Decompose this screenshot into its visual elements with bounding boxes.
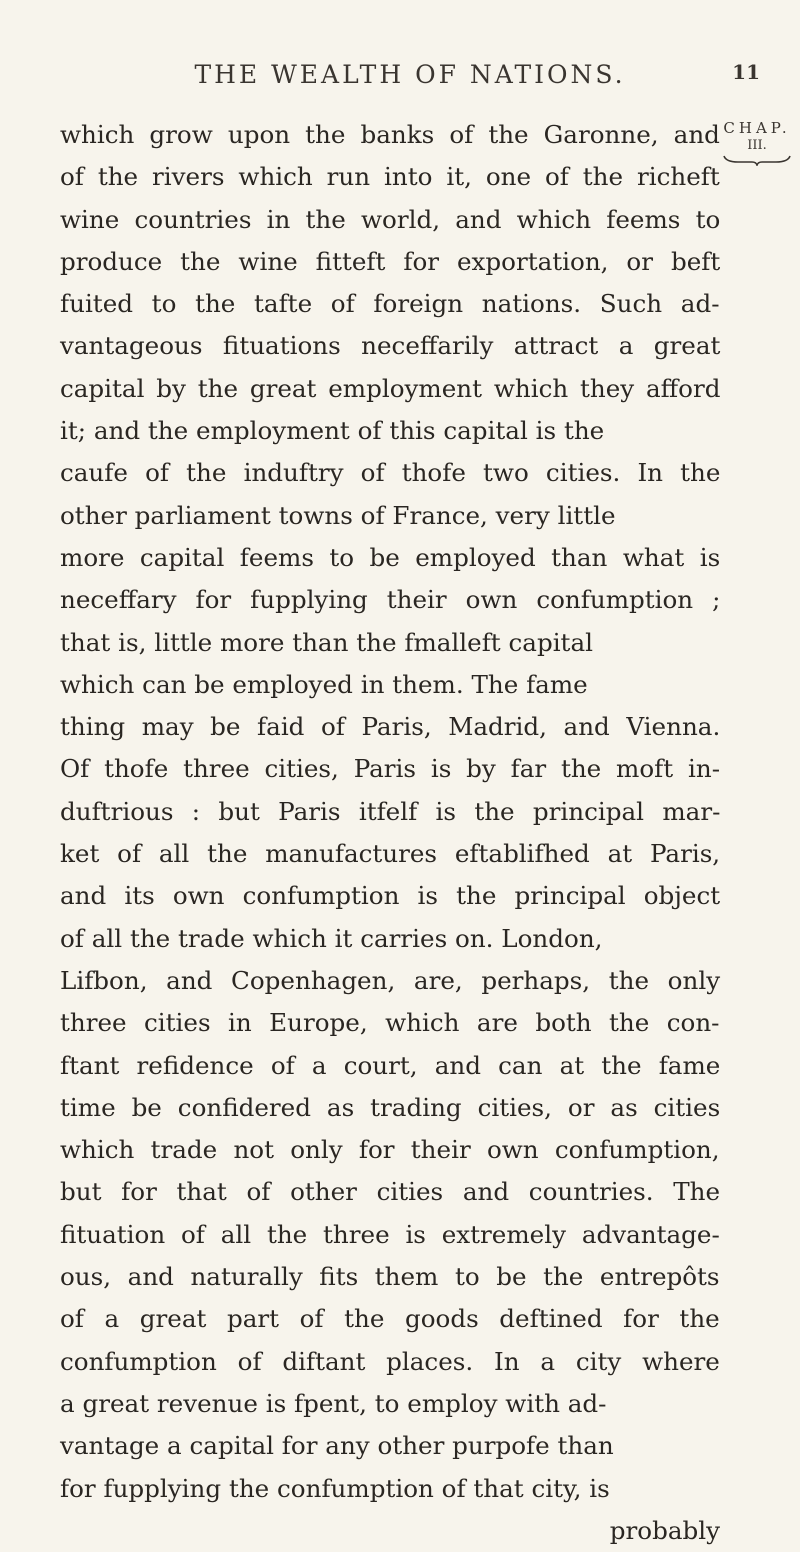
- text-line: vantageous fituations neceffarily attract a great: [60, 331, 721, 361]
- text-line: ous, and naturally fits them to be the entrepôts: [60, 1262, 720, 1292]
- text-line: caufe of the induftry of thofe two cities. In the: [60, 458, 721, 488]
- text-line: of a great part of the goods deftined for the: [60, 1304, 720, 1334]
- text-line: duftrious : but Paris itfelf is the principal mar-: [60, 796, 721, 826]
- text-line: produce the wine fitteft for exportation, or beft: [60, 246, 721, 276]
- page-number: 11: [732, 60, 760, 84]
- chapter-label: CHAP.: [723, 119, 791, 137]
- text-line: neceffary for fupplying their own confumption ;: [60, 585, 721, 615]
- text-line: vantage a capital for any other purpofe than: [60, 1431, 614, 1461]
- text-line: confumption of diftant places. In a city where: [60, 1346, 720, 1376]
- text-line: other parliament towns of France, very little: [60, 500, 616, 530]
- text-line: of the rivers which run into it, one of the richeft: [60, 162, 720, 192]
- body-text: [60, 114, 720, 1552]
- chapter-brace-icon: [722, 154, 792, 166]
- text-line: which can be employed in them. The fame: [60, 669, 588, 699]
- text-line: of all the trade which it carries on. London,: [60, 923, 603, 953]
- text-line: which grow upon the banks of the Garonne, and: [60, 120, 720, 149]
- text-line: more capital feems to be employed than what is: [60, 542, 721, 572]
- text-line: Of thofe three cities, Paris is by far the moft in-: [60, 754, 720, 784]
- chapter-margin-note: [718, 118, 796, 166]
- text-line: time be confidered as trading cities, or as cities: [60, 1092, 721, 1122]
- text-line: thing may be faid of Paris, Madrid, and Vienna.: [60, 712, 721, 742]
- text-line: Lifbon, and Copenhagen, are, perhaps, the only: [60, 965, 721, 995]
- text-line: capital by the great employment which they afford: [60, 373, 721, 403]
- catchword: probably: [609, 1515, 720, 1545]
- text-line: wine countries in the world, and which feems to: [60, 204, 721, 234]
- text-line: it; and the employment of this capital is the: [60, 416, 605, 446]
- text-line: for fupplying the confumption of that city, is: [60, 1473, 610, 1503]
- running-head-title: THE WEALTH OF NATIONS.: [194, 60, 626, 89]
- running-head: [60, 60, 760, 100]
- text-line: and its own confumption is the principal object: [60, 881, 721, 911]
- text-line: which trade not only for their own confumption,: [60, 1135, 720, 1165]
- text-line: ftant refidence of a court, and can at the fame: [60, 1050, 721, 1080]
- text-line: fuited to the tafte of foreign nations. Such ad-: [60, 289, 720, 319]
- text-line: ket of all the manufactures eftablifhed at Paris,: [60, 839, 721, 869]
- text-line: three cities in Europe, which are both the con-: [60, 1008, 720, 1038]
- text-line: fituation of all the three is extremely advantage-: [60, 1219, 720, 1249]
- text-line: that is, little more than the fmalleft capital: [60, 627, 593, 657]
- chapter-number: III.: [747, 138, 767, 153]
- text-line: a great revenue is fpent, to employ with ad-: [60, 1388, 607, 1418]
- text-line: but for that of other cities and countries. The: [60, 1177, 721, 1207]
